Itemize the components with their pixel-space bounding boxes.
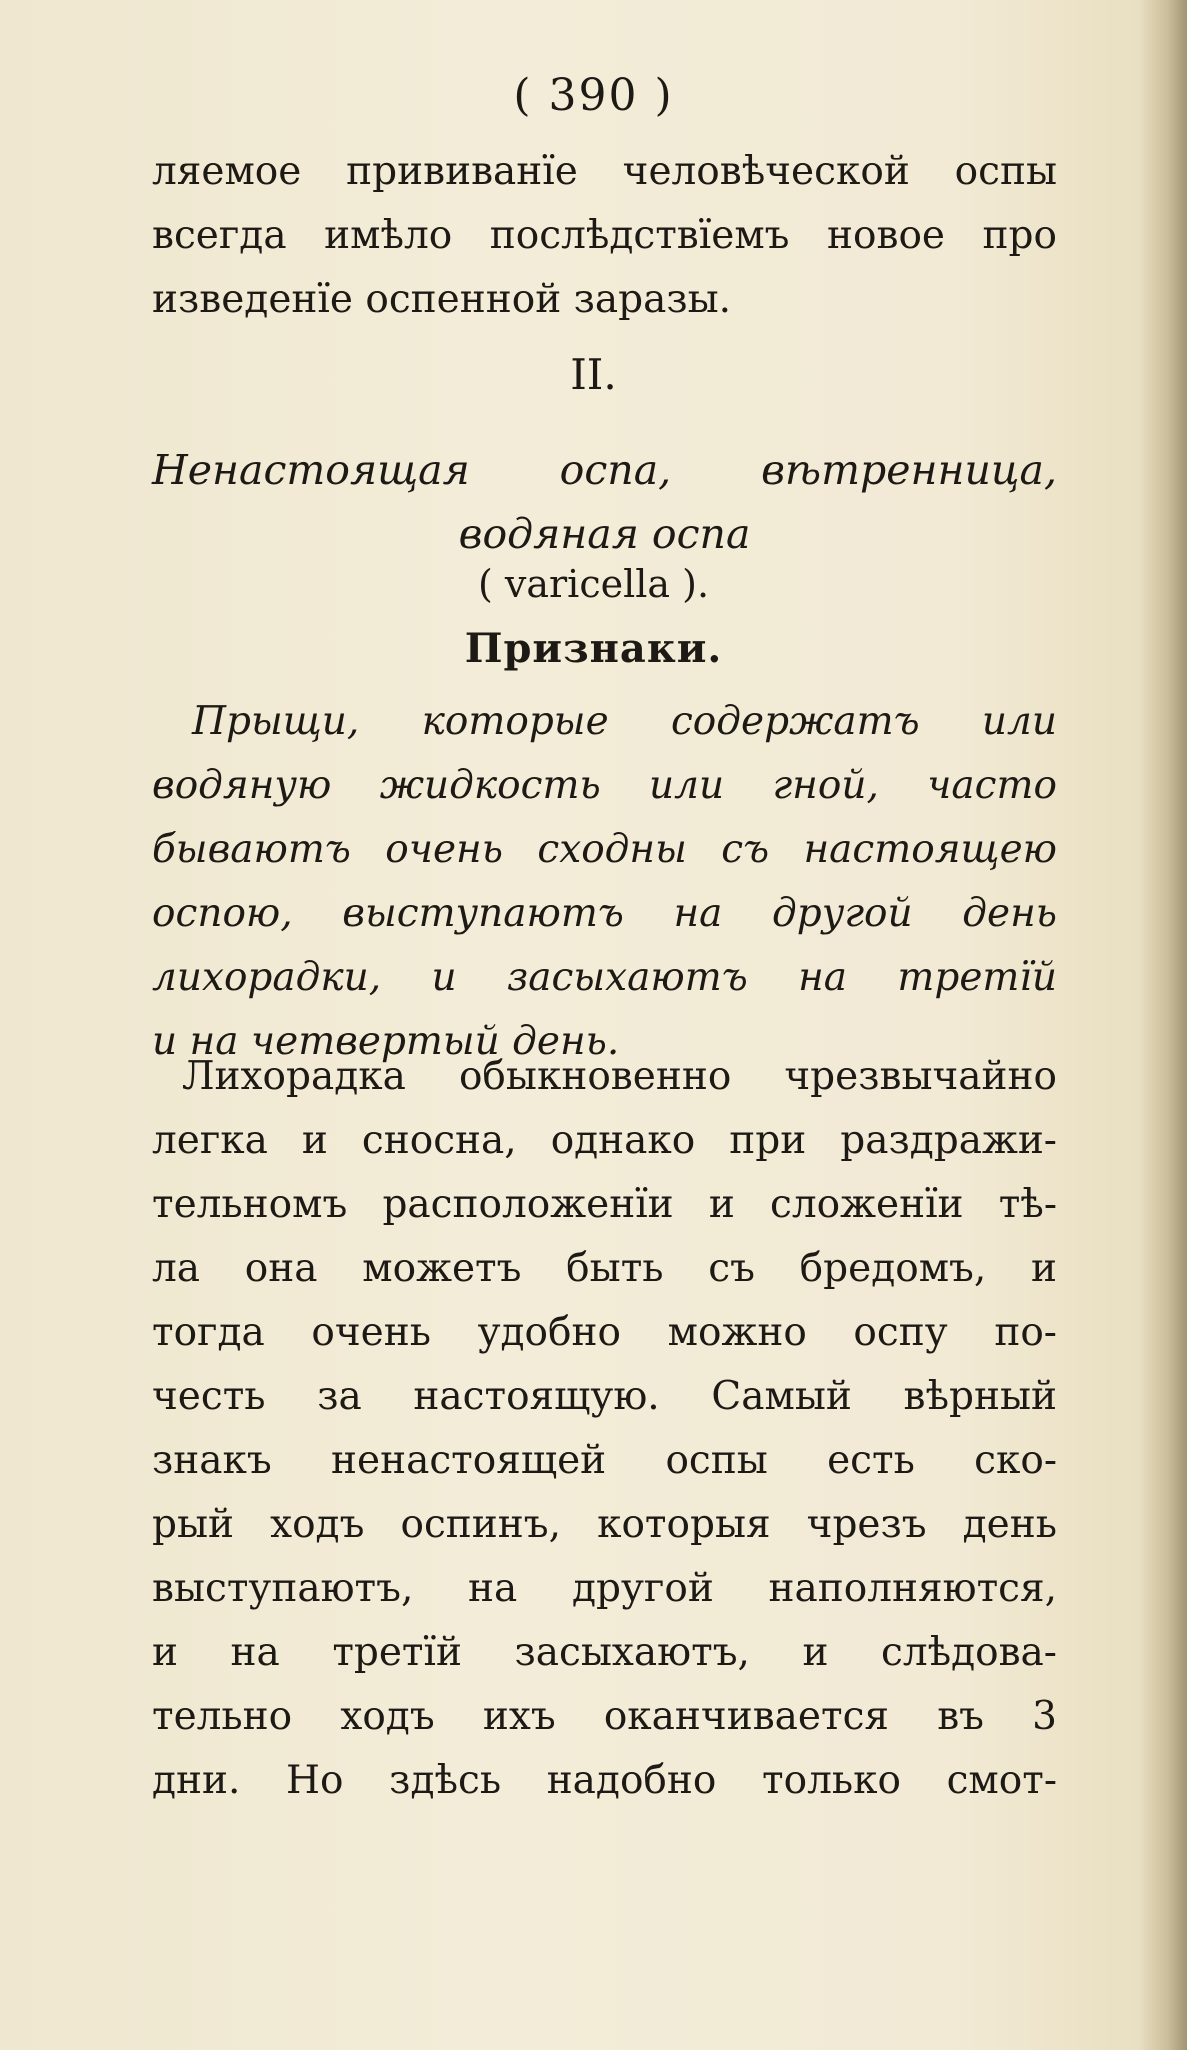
subheading-signs: Признаки. (464, 625, 723, 672)
intro-paragraph (152, 140, 1057, 332)
body-paragraph (152, 1045, 1057, 1813)
latin-name: ( varicella ). (477, 562, 710, 606)
intro-line-2: всегда имѣло послѣдствїемъ новое про (152, 213, 1057, 258)
signs-line-2: водяную жидкость или гной, часто (152, 763, 1057, 808)
signs-line-3: бываютъ очень сходны съ настоящею (152, 827, 1057, 872)
section-heading (152, 438, 1057, 566)
signs-line-1: Прыщи, которые содержатъ или (192, 699, 1057, 744)
body-line-11: тельно ходъ ихъ оканчивается въ 3 (152, 1694, 1057, 1739)
body-line-9: выступаютъ, на другой наполняются, (152, 1566, 1057, 1611)
signs-line-4: оспою, выступаютъ на другой день (152, 891, 1057, 936)
body-line-1: Лихорадка обыкновенно чрезвычайно (182, 1054, 1057, 1099)
body-line-6: честь за настоящую. Самый вѣрный (152, 1374, 1057, 1419)
body-line-7: знакъ ненастоящей оспы есть ско- (152, 1438, 1057, 1483)
intro-line-1: ляемое прививанїе человѣческой оспы (152, 149, 1057, 194)
body-line-5: тогда очень удобно можно оспу по- (152, 1310, 1057, 1355)
spine-shadow (1139, 0, 1187, 2050)
body-line-8: рый ходъ оспинъ, которыя чрезъ день (152, 1502, 1057, 1547)
body-line-4: ла она можетъ быть съ бредомъ, и (152, 1246, 1057, 1291)
section-number: II. (570, 350, 617, 399)
signs-paragraph (152, 690, 1057, 1074)
body-line-2: легка и сносна, однако при раздражи- (152, 1118, 1057, 1163)
heading-line-2: водяная оспа (458, 510, 751, 558)
signs-line-5: лихорадки, и засыхаютъ на третїй (152, 955, 1057, 1000)
page-number: ( 390 ) (513, 70, 674, 121)
signs-line-6: и на четвертый день. (152, 1019, 620, 1064)
intro-line-3: изведенїе оспенной заразы. (152, 277, 732, 322)
body-line-3: тельномъ расположенїи и сложенїи тѣ- (152, 1182, 1057, 1227)
body-line-10: и на третїй засыхаютъ, и слѣдова- (152, 1630, 1057, 1675)
heading-line-1: Ненастоящая оспа, вѣтренница, (152, 446, 1057, 494)
body-line-12: дни. Но здѣсь надобно только смот- (152, 1758, 1057, 1803)
